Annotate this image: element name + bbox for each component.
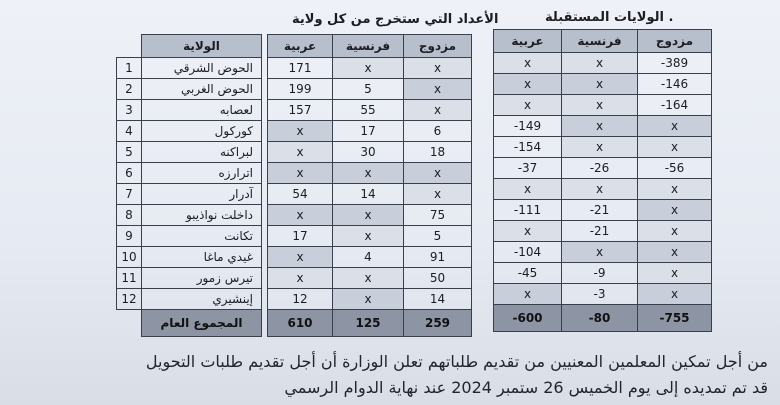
mixed-value: 91 [404,247,472,268]
row-number: 1 [117,58,142,79]
arabic-value: 54 [268,184,333,205]
mixed-value: x [638,221,712,242]
mixed-header: مزدوج [404,35,472,58]
row-number: 11 [117,268,142,289]
french-value: x [562,116,638,137]
arabic-value: 17 [268,226,333,247]
mixed-value: x [404,184,472,205]
arabic-value: -45 [494,263,562,284]
french-value: x [333,58,404,79]
row-number: 10 [117,247,142,268]
table-row [117,268,472,289]
table-row [117,226,472,247]
mixed-value: -389 [638,53,712,74]
french-value: x [562,74,638,95]
arabic-value: x [494,179,562,200]
mixed-value: x [404,100,472,121]
mixed-value: -146 [638,74,712,95]
mixed-value: x [638,179,712,200]
french-value: -3 [562,284,638,305]
arabic-value: 171 [268,58,333,79]
table-row [494,53,712,74]
mixed-value: 50 [404,268,472,289]
wilaya-name: غيدي ماغا [142,247,262,268]
table-row [494,221,712,242]
total-row [494,305,712,332]
mixed-value: x [638,116,712,137]
row-number: 8 [117,205,142,226]
arabic-value: x [268,268,333,289]
arabic-value: -104 [494,242,562,263]
arabic-value: 199 [268,79,333,100]
french-value: -26 [562,158,638,179]
arabic-value: -154 [494,137,562,158]
row-number: 12 [117,289,142,310]
arabic-value: x [268,163,333,184]
table-row [117,100,472,121]
french-value: 4 [333,247,404,268]
arabic-value: x [268,121,333,142]
row-number: 5 [117,142,142,163]
total-mixed: -755 [638,305,712,332]
departures-header-row [117,35,472,58]
mixed-value: x [638,284,712,305]
french-value: 5 [333,79,404,100]
row-number: 6 [117,163,142,184]
total-mixed: 259 [404,310,472,337]
arabic-value: -149 [494,116,562,137]
table-row [494,158,712,179]
french-header: فرنسية [333,35,404,58]
table-row [117,142,472,163]
french-value: x [333,268,404,289]
mixed-value: 75 [404,205,472,226]
arabic-value: x [494,74,562,95]
french-value: x [333,289,404,310]
total-arabic: -600 [494,305,562,332]
left-table-caption: الأعداد التي ستخرج من كل ولاية [292,12,499,27]
right-table-caption: . الولايات المستقبلة [545,10,674,25]
wilaya-name: تيرس زمور [142,268,262,289]
table-row [494,179,712,200]
arabic-value: -37 [494,158,562,179]
table-row [117,184,472,205]
mixed-value: -164 [638,95,712,116]
mixed-value: 18 [404,142,472,163]
french-value: x [333,226,404,247]
row-number: 2 [117,79,142,100]
total-arabic: 610 [268,310,333,337]
table-row [117,163,472,184]
table-row [494,284,712,305]
french-value: x [562,95,638,116]
mixed-value: x [638,242,712,263]
mixed-value: x [638,137,712,158]
mixed-value: x [404,79,472,100]
arabic-value: -111 [494,200,562,221]
total-row [117,310,472,337]
mixed-value: x [638,263,712,284]
table-row [117,289,472,310]
arabic-value: x [494,95,562,116]
mixed-value: 6 [404,121,472,142]
arabic-value: x [268,247,333,268]
french-header: فرنسية [562,30,638,53]
departures-table [116,34,472,337]
wilaya-name: داخلت نواذيبو [142,205,262,226]
table-row [494,95,712,116]
wilaya-name: لبراكنه [142,142,262,163]
wilaya-name: إينشيري [142,289,262,310]
table-row [117,58,472,79]
french-value: x [333,163,404,184]
arabic-header: عربية [268,35,333,58]
arabic-value: x [494,284,562,305]
french-value: 14 [333,184,404,205]
arabic-value: x [268,205,333,226]
arabic-value: x [494,221,562,242]
french-value: x [562,53,638,74]
french-value: x [333,205,404,226]
announcement-line-2: قد تم تمديده إلى يوم الخميس 26 ستمبر 2024 عند نهاية الدوام الرسمي [284,378,768,397]
table-row [494,74,712,95]
wilaya-header: الولاية [142,35,262,58]
table-row [494,137,712,158]
mixed-value: x [638,200,712,221]
table-row [494,200,712,221]
wilaya-name: اترارزه [142,163,262,184]
wilaya-name: آدرار [142,184,262,205]
french-value: x [562,242,638,263]
wilaya-name: الحوض الشرقي [142,58,262,79]
mixed-value: x [404,163,472,184]
total-french: -80 [562,305,638,332]
empty-cell [117,310,142,337]
table-row [117,79,472,100]
french-value: -21 [562,200,638,221]
table-row [494,116,712,137]
table-row [117,121,472,142]
wilaya-name: كوركول [142,121,262,142]
table-row [494,263,712,284]
row-number: 4 [117,121,142,142]
arabic-value: x [494,53,562,74]
mixed-value: 14 [404,289,472,310]
french-value: 30 [333,142,404,163]
total-label: المجموع العام [142,310,262,337]
mixed-value: x [404,58,472,79]
arabic-value: x [268,142,333,163]
french-value: x [562,137,638,158]
mixed-value: 5 [404,226,472,247]
french-value: 55 [333,100,404,121]
table-row [494,242,712,263]
french-value: -21 [562,221,638,242]
wilaya-name: لعصابه [142,100,262,121]
total-french: 125 [333,310,404,337]
wilaya-name: تكانت [142,226,262,247]
french-value: x [562,179,638,200]
announcement-line-1: من أجل تمكين المعلمين المعنيين من تقديم طلباتهم تعلن الوزارة أن أجل تقديم طلبات التحويل [145,352,768,371]
arabic-header: عربية [494,30,562,53]
wilaya-name: الحوض الغربي [142,79,262,100]
mixed-header: مزدوج [638,30,712,53]
row-number: 9 [117,226,142,247]
table-row [117,247,472,268]
arabic-value: 12 [268,289,333,310]
row-number: 7 [117,184,142,205]
receiving-header-row [494,30,712,53]
arabic-value: 157 [268,100,333,121]
receiving-table [493,29,712,332]
row-number: 3 [117,100,142,121]
mixed-value: -56 [638,158,712,179]
french-value: -9 [562,263,638,284]
table-row [117,205,472,226]
french-value: 17 [333,121,404,142]
